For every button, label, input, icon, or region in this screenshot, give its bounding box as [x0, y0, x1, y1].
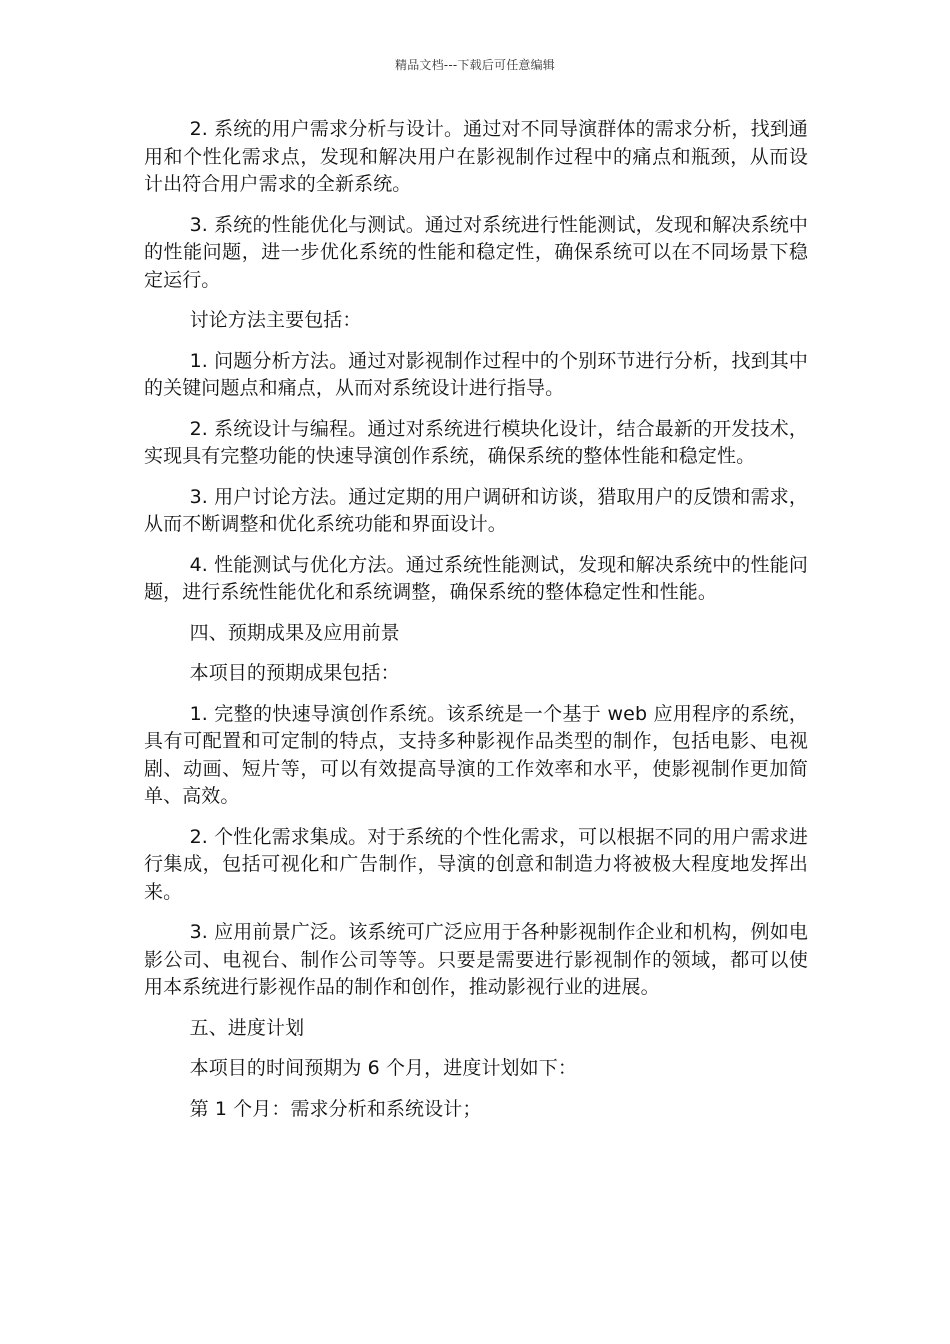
paragraph-schedule-intro: 本项目的时间预期为 6 个月，进度计划如下：	[189, 1057, 577, 1079]
paragraph-result-application: 3. 应用前景广泛。该系统可广泛应用于各种影视制作企业和机构，例如电影公司、电视台、制作公司等等。只要是需要进行影视制作的领域，都可以使用本系统进行影视作品的制作和创作，推动影视行业的进展。	[144, 921, 808, 998]
document-body	[144, 116, 808, 1136]
paragraph-method-problem-analysis: 1. 问题分析方法。通过对影视制作过程中的个别环节进行分析，找到其中的关键问题点和痛点，从而对系统设计进行指导。	[144, 349, 808, 399]
paragraph-requirements-design: 2. 系统的用户需求分析与设计。通过对不同导演群体的需求分析，找到通用和个性化需求点，发现和解决用户在影视制作过程中的痛点和瓶颈，从而设计出符合用户需求的全新系统。	[144, 118, 808, 195]
paragraph-method-user-discussion: 3. 用户讨论方法。通过定期的用户调研和访谈，猎取用户的反馈和需求，从而不断调整和优化系统功能和界面设计。	[144, 485, 808, 535]
section-heading-schedule: 五、进度计划	[189, 1016, 305, 1039]
section-heading-expected-results: 四、预期成果及应用前景	[189, 621, 400, 644]
paragraph-schedule-month-1: 第 1 个月：需求分析和系统设计；	[189, 1097, 482, 1120]
page-header-watermark: 精品文档---下载后可任意编辑	[395, 58, 555, 72]
paragraph-method-system-design: 2. 系统设计与编程。通过对系统进行模块化设计，结合最新的开发技术，实现具有完整功能的快速导演创作系统，确保系统的整体性能和稳定性。	[144, 417, 808, 467]
paragraph-results-intro: 本项目的预期成果包括：	[189, 662, 400, 684]
paragraph-methods-intro: 讨论方法主要包括：	[189, 309, 362, 331]
paragraph-method-performance: 4. 性能测试与优化方法。通过系统性能测试，发现和解决系统中的性能问题，进行系统性能优化和系统调整，确保系统的整体稳定性和性能。	[144, 553, 808, 603]
paragraph-performance-testing: 3. 系统的性能优化与测试。通过对系统进行性能测试，发现和解决系统中的性能问题，进一步优化系统的性能和稳定性，确保系统可以在不同场景下稳定运行。	[144, 213, 808, 291]
paragraph-result-system: 1. 完整的快速导演创作系统。该系统是一个基于 web 应用程序的系统，具有可配置和可定制的特点，支持多种影视作品类型的制作，包括电影、电视剧、动画、短片等，可以有效提高导演的工作效率和水平，使影视制作更加简单、高效。	[144, 702, 808, 807]
paragraph-result-personalization: 2. 个性化需求集成。对于系统的个性化需求，可以根据不同的用户需求进行集成，包括可视化和广告制作，导演的创意和制造力将被极大程度地发挥出来。	[144, 825, 808, 903]
